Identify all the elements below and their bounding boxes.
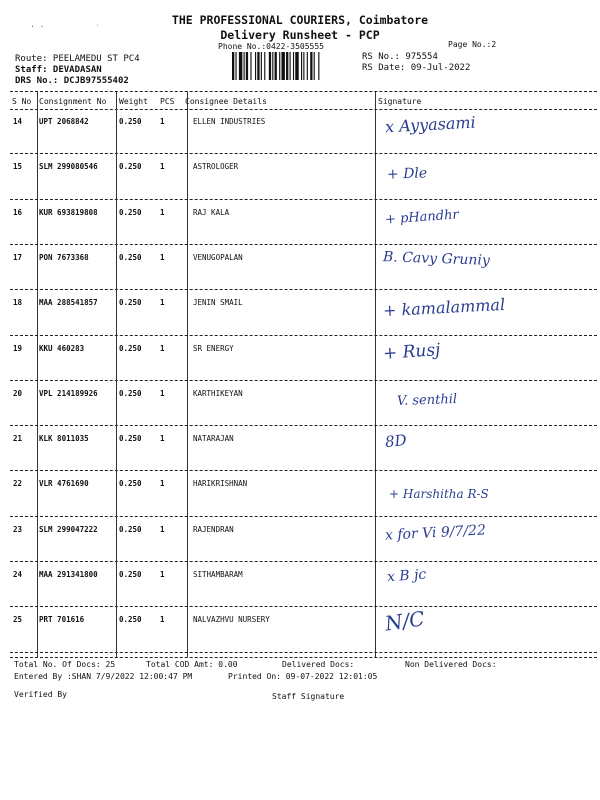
row-separator	[10, 244, 597, 245]
row-consignment-no: MAA 288541857	[39, 298, 98, 308]
total-cod: Total COD Amt: 0.00	[146, 660, 238, 669]
scan-speck: ˙	[95, 24, 100, 33]
row-pcs: 1	[160, 343, 165, 353]
barcode	[232, 52, 350, 80]
row-separator	[10, 561, 597, 562]
header-top-rule	[10, 91, 597, 92]
row-consignee: ASTROLOGER	[193, 162, 239, 172]
barcode-bar	[232, 52, 234, 80]
barcode-bar	[235, 52, 236, 80]
row-pcs: 1	[160, 207, 165, 217]
row-consignment-no: MAA 291341800	[39, 570, 98, 579]
col-header-consignee: Consignee Details	[185, 97, 267, 106]
row-consignment-no: VLR 4761690	[39, 479, 89, 489]
barcode-bar	[255, 52, 256, 80]
row-pcs: 1	[160, 117, 165, 126]
row-sno: 22	[13, 479, 23, 489]
row-sno: 20	[13, 388, 23, 398]
row-consignee: ELLEN INDUSTRIES	[193, 117, 266, 126]
row-weight: 0.250	[119, 162, 142, 172]
row-sno: 19	[13, 343, 23, 353]
barcode-bar	[286, 52, 288, 80]
barcode-bar	[307, 52, 308, 80]
col-header-pcs: PCS	[160, 97, 175, 106]
row-consignee: HARIKRISHNAN	[193, 479, 248, 489]
row-weight: 0.250	[119, 207, 142, 217]
entered-by: Entered By :SHAN 7/9/2022 12:00:47 PM	[14, 672, 193, 681]
row-pcs: 1	[160, 479, 165, 489]
row-consignee: NALVAZHVU NURSERY	[193, 615, 270, 625]
header-bottom-rule	[10, 109, 597, 110]
row-consignment-no: KKU 460283	[39, 343, 85, 353]
page-number: Page No.:2	[448, 40, 497, 49]
printed-on: Printed On: 09-07-2022 12:01:05	[228, 672, 378, 681]
row-separator	[10, 289, 597, 290]
row-consignment-no: PON 7673368	[39, 252, 89, 262]
delivered-docs: Delivered Docs:	[282, 660, 355, 669]
barcode-bar	[264, 52, 265, 80]
row-consignee: JENIN SMAIL	[193, 298, 243, 308]
row-signature: x Ayyasami	[384, 112, 477, 137]
barcode-bar	[244, 52, 245, 80]
row-consignment-no: UPT 2068842	[39, 117, 89, 126]
row-signature: x for Vi 9/7/22	[384, 522, 487, 544]
rs-date: RS Date: 09-Jul-2022	[362, 63, 471, 73]
row-consignment-no: SLM 299080546	[39, 162, 98, 172]
document-subtitle: Delivery Runsheet - PCP	[220, 28, 380, 42]
row-sno: 21	[13, 434, 23, 444]
barcode-bar	[279, 52, 280, 80]
col-header-signature: Signature	[378, 97, 422, 106]
col-divider	[187, 92, 188, 657]
row-separator	[10, 516, 597, 517]
row-weight: 0.250	[119, 343, 142, 353]
row-separator	[10, 335, 597, 336]
row-weight: 0.250	[119, 388, 142, 398]
total-docs: Total No. Of Docs: 25	[14, 660, 116, 669]
row-sno: 14	[13, 117, 23, 126]
col-divider	[116, 92, 117, 657]
barcode-bar	[261, 52, 262, 80]
col-divider	[375, 92, 376, 657]
row-pcs: 1	[160, 298, 165, 308]
barcode-bar	[250, 52, 251, 80]
row-signature: V. senthil	[396, 391, 458, 409]
row-separator	[10, 380, 597, 381]
row-consignment-no: KUR 693819808	[39, 207, 98, 217]
rs-number: RS No.: 975554	[362, 52, 438, 62]
row-consignee: KARTHIKEYAN	[193, 388, 243, 398]
barcode-bar	[314, 52, 315, 80]
barcode-bar	[318, 52, 319, 80]
row-pcs: 1	[160, 162, 165, 172]
barcode-bar	[257, 52, 259, 80]
staff-label: Staff: DEVADASAN	[15, 65, 102, 75]
row-sno: 17	[13, 252, 23, 262]
barcode-bar	[281, 52, 284, 80]
row-signature: 8D	[384, 431, 408, 452]
barcode-bar	[272, 52, 273, 80]
row-pcs: 1	[160, 615, 165, 625]
row-signature: + Dle	[386, 165, 428, 183]
row-consignment-no: PRT 701616	[39, 615, 85, 625]
row-consignee: SR ENERGY	[193, 343, 234, 353]
barcode-bar	[301, 52, 302, 80]
barcode-bar	[269, 52, 271, 80]
row-separator	[10, 606, 597, 607]
col-header-sno: S No	[12, 97, 32, 106]
phone-number: Phone No.:0422-3505555	[218, 42, 324, 51]
barcode-bar	[290, 52, 291, 80]
col-header-consignment: Consignment No	[39, 97, 107, 106]
scan-speck: · ·	[30, 22, 45, 31]
row-sno: 16	[13, 207, 23, 217]
barcode-bar	[310, 52, 312, 80]
row-separator	[10, 199, 597, 200]
route-label: Route: PEELAMEDU ST PC4	[15, 54, 140, 64]
row-consignee: NATARAJAN	[193, 434, 234, 444]
row-weight: 0.250	[119, 524, 142, 534]
row-consignee: SITHAMBARAM	[193, 570, 243, 579]
non-delivered-docs: Non Delivered Docs:	[405, 660, 497, 669]
row-separator	[10, 470, 597, 471]
row-sno: 15	[13, 162, 23, 172]
row-signature: + pHandhr	[384, 207, 460, 228]
row-weight: 0.250	[119, 615, 142, 625]
row-signature: N/C	[383, 606, 427, 636]
row-consignment-no: KLK 8011035	[39, 434, 89, 444]
col-divider	[37, 92, 38, 657]
barcode-bar	[303, 52, 304, 80]
row-consignee: RAJENDRAN	[193, 524, 234, 534]
row-pcs: 1	[160, 388, 165, 398]
row-signature: + Rusj	[382, 339, 442, 364]
row-sno: 25	[13, 615, 23, 625]
row-signature: x B jc	[386, 566, 427, 586]
row-weight: 0.250	[119, 570, 142, 579]
col-header-weight: Weight	[119, 97, 148, 106]
row-weight: 0.250	[119, 479, 142, 489]
row-consignment-no: VPL 214189926	[39, 388, 98, 398]
row-consignee: RAJ KALA	[193, 207, 230, 217]
row-weight: 0.250	[119, 298, 142, 308]
document-title: THE PROFESSIONAL COURIERS, Coimbatore	[171, 13, 429, 27]
barcode-bar	[295, 52, 298, 80]
row-separator	[10, 652, 597, 653]
drs-number: DRS No.: DCJB97555402	[15, 76, 129, 86]
row-consignment-no: SLM 299047222	[39, 524, 98, 534]
barcode-bar	[246, 52, 248, 80]
barcode-bar	[239, 52, 242, 80]
row-consignee: VENUGOPALAN	[193, 252, 243, 262]
row-sno: 23	[13, 524, 23, 534]
row-weight: 0.250	[119, 117, 142, 126]
barcode-bar	[275, 52, 277, 80]
verified-by: Verified By	[14, 690, 67, 699]
row-sno: 18	[13, 298, 23, 308]
row-signature: + Harshitha R-S	[389, 487, 489, 502]
row-pcs: 1	[160, 570, 165, 579]
row-pcs: 1	[160, 524, 165, 534]
barcode-bar	[293, 52, 294, 80]
staff-signature-label: Staff Signature	[272, 692, 345, 701]
row-pcs: 1	[160, 252, 165, 262]
row-weight: 0.250	[119, 434, 142, 444]
row-separator	[10, 425, 597, 426]
row-weight: 0.250	[119, 252, 142, 262]
row-signature: + kamalammal	[382, 295, 506, 321]
row-pcs: 1	[160, 434, 165, 444]
row-separator	[10, 153, 597, 154]
row-signature: B. Cavy Gruniy	[382, 249, 491, 269]
row-sno: 24	[13, 570, 23, 579]
footer-rule	[10, 657, 597, 658]
